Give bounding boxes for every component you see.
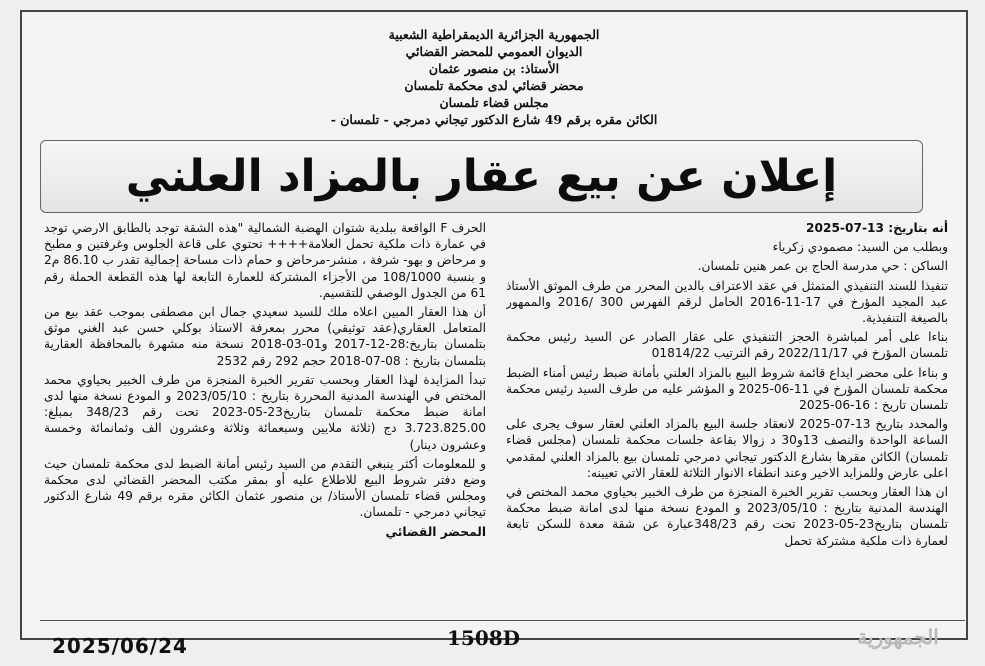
title-banner bbox=[40, 140, 923, 213]
footer-divider bbox=[40, 620, 965, 621]
header-line: الديوان العمومي للمحضر القضائي bbox=[405, 44, 583, 59]
paragraph: ان هذا العقار وبحسب تقرير الخبرة المنجزة من طرف الخبير بحياوي محمد المختص في الهندسة المدنية بتاريخ : 2023/05/10 و المودع نسخة منها لدى امانة ضبط محكمة تلمسان بتاريخ23-05-2023 تحت رقم 348/23عبارة عن شقة معدة للسكن تابعة لعمارة ذات ملكية مشتركة تحمل bbox=[506, 485, 948, 548]
paragraph: والمحدد بتاريخ 13-07-2025 لانعقاد جلسة البيع بالمزاد العلني لعقار سوف يجرى على الساعة الواحدة والنصف 13و30 د زوالا بقاعة جلسات محكمة تلمسان (مجلس قضاء تلمسان) الكائن مقرها بشارع الدكتور تيجاني دمرجي تلمسان بيع بالمزاد العلني لمقدمي اعلى عارض وللمزايد الاخير وعند انطفاء الانوار الثلاثة للعقار الاتي تعيينه: bbox=[506, 417, 948, 480]
header-line: مجلس قضاء تلمسان bbox=[439, 95, 549, 110]
header-line: محضر قضائي لدى محكمة تلمسان bbox=[404, 78, 584, 93]
paragraph: بناءا على أمر لمباشرة الحجز التنفيذي على عقار الصادر عن السيد رئيس محكمة تلمسان المؤرخ في 2022/11/17 رقم الترتيب 01814/22 bbox=[506, 330, 948, 361]
paragraph: و بناءا على محضر ايداع قائمة شروط البيع بالمزاد العلني بأمانة ضبط رئيس أمناء الضبط محكمة تلمسان المؤرخ في 11-06-2025 و المؤشر عليه من طرف السيد رئيس محكمة تلمسان تاريخ : 16-06-2025 bbox=[506, 365, 948, 413]
header-line: الكائن مقره برقم 49 شارع الدكتور تيجاني دمرجي - تلمسان - bbox=[330, 112, 658, 127]
paragraph: أن هذا العقار المبين اعلاه ملك للسيد سعيدي جمال ابن مصطفى بموجب عقد بيع من المتعامل العقاري(عقد توثيقي) محرر بمعرفة الاستاذ بوكلي حسن عبد الغني موثق بتلمسان بتاريخ:28-12-2017 و01-03-2018 نسخة منه مشهرة بالمحافظة العقارية بتلمسان بتاريخ : 08-07-2018 حجم 292 رقم 2532 bbox=[44, 305, 486, 368]
paragraph: وبطلب من السيد: مصمودي زكرياء bbox=[772, 240, 948, 255]
official-header bbox=[22, 26, 966, 128]
announcement-number: 1508D bbox=[447, 626, 521, 650]
page-title: إعلان عن بيع عقار بالمزاد العلني bbox=[125, 151, 838, 202]
paragraph: تنفيذا للسند التنفيذي المتمثل في عقد الاعتراف بالدين المحرر من طرف الموثق الأستاذ عبد المجيد المؤرخ في 17-11-2016 الحامل لرقم الفهرس 300 /2016 والممهور بالصيغة التنفيذية. bbox=[506, 278, 948, 326]
auction-date-line: أنه بتاريخ: 13-07-2025 bbox=[806, 221, 948, 235]
left-column bbox=[44, 220, 486, 600]
paragraph: الحرف F الواقعة ببلدية شتوان الهضبة الشمالية "هذه الشقة توجد بالطابق الارضي توجد في عمارة ذات ملكية تحمل العلامة++++ تحتوي على قاعة الجلوس وغرفتين و مطبخ و مرحاض و بهو- شرفة ، منشر-مرحاض و حمام ذات مساحة إجمالية تقدر ب 86.10 م2 و بنسبة 108/1000 من الأجزاء المشتركة للعمارة التابعة لها هذه القطعة الحملة رقم 61 من الجدول الوصفي للتقسيم. bbox=[44, 221, 486, 300]
header-line: الأستاذ: بن منصور عثمان bbox=[428, 61, 560, 76]
paragraph: الساكن : حي مدرسة الحاج بن عمر هنين تلمسان. bbox=[697, 259, 948, 274]
paragraph: تبدأ المزايدة لهذا العقار وبحسب تقرير الخبرة المنجزة من طرف الخبير بحياوي محمد المختص في الهندسة المدنية المحررة بتاريخ : 2023/05/10 و المودع نسخة منها لدى امانة ضبط محكمة تلمسان بتاريخ23-05-2023 تحت رقم 348/23 بمبلغ: 3.723.825.00 دج (ثلاثة ملايين وسبعمائة وثلاثة وعشرون الف وثمانمائة وخمسة وعشرون دينار) bbox=[44, 372, 486, 452]
publication-date: 2025/06/24 bbox=[52, 634, 188, 658]
signature: المحضر القضائي bbox=[385, 524, 486, 539]
paragraph: و للمعلومات أكثر ينبغي التقدم من السيد رئيس أمانة الضبط لدى محكمة تلمسان حيث وضع دفتر شروط البيع للاطلاع عليه أو بمقر مكتب المحضر القضائي لدى محكمة ومجلس قضاء تلمسان الأستاذ/ بن منصور عثمان الكائن مقره برقم 49 شارع الدكتور تيجاني دمرجي - تلمسان. bbox=[44, 456, 486, 520]
right-column bbox=[506, 220, 948, 600]
header-line: الجمهورية الجزائرية الديمقراطية الشعبية bbox=[388, 27, 600, 42]
newspaper-logo: الجمهورية bbox=[857, 625, 939, 649]
